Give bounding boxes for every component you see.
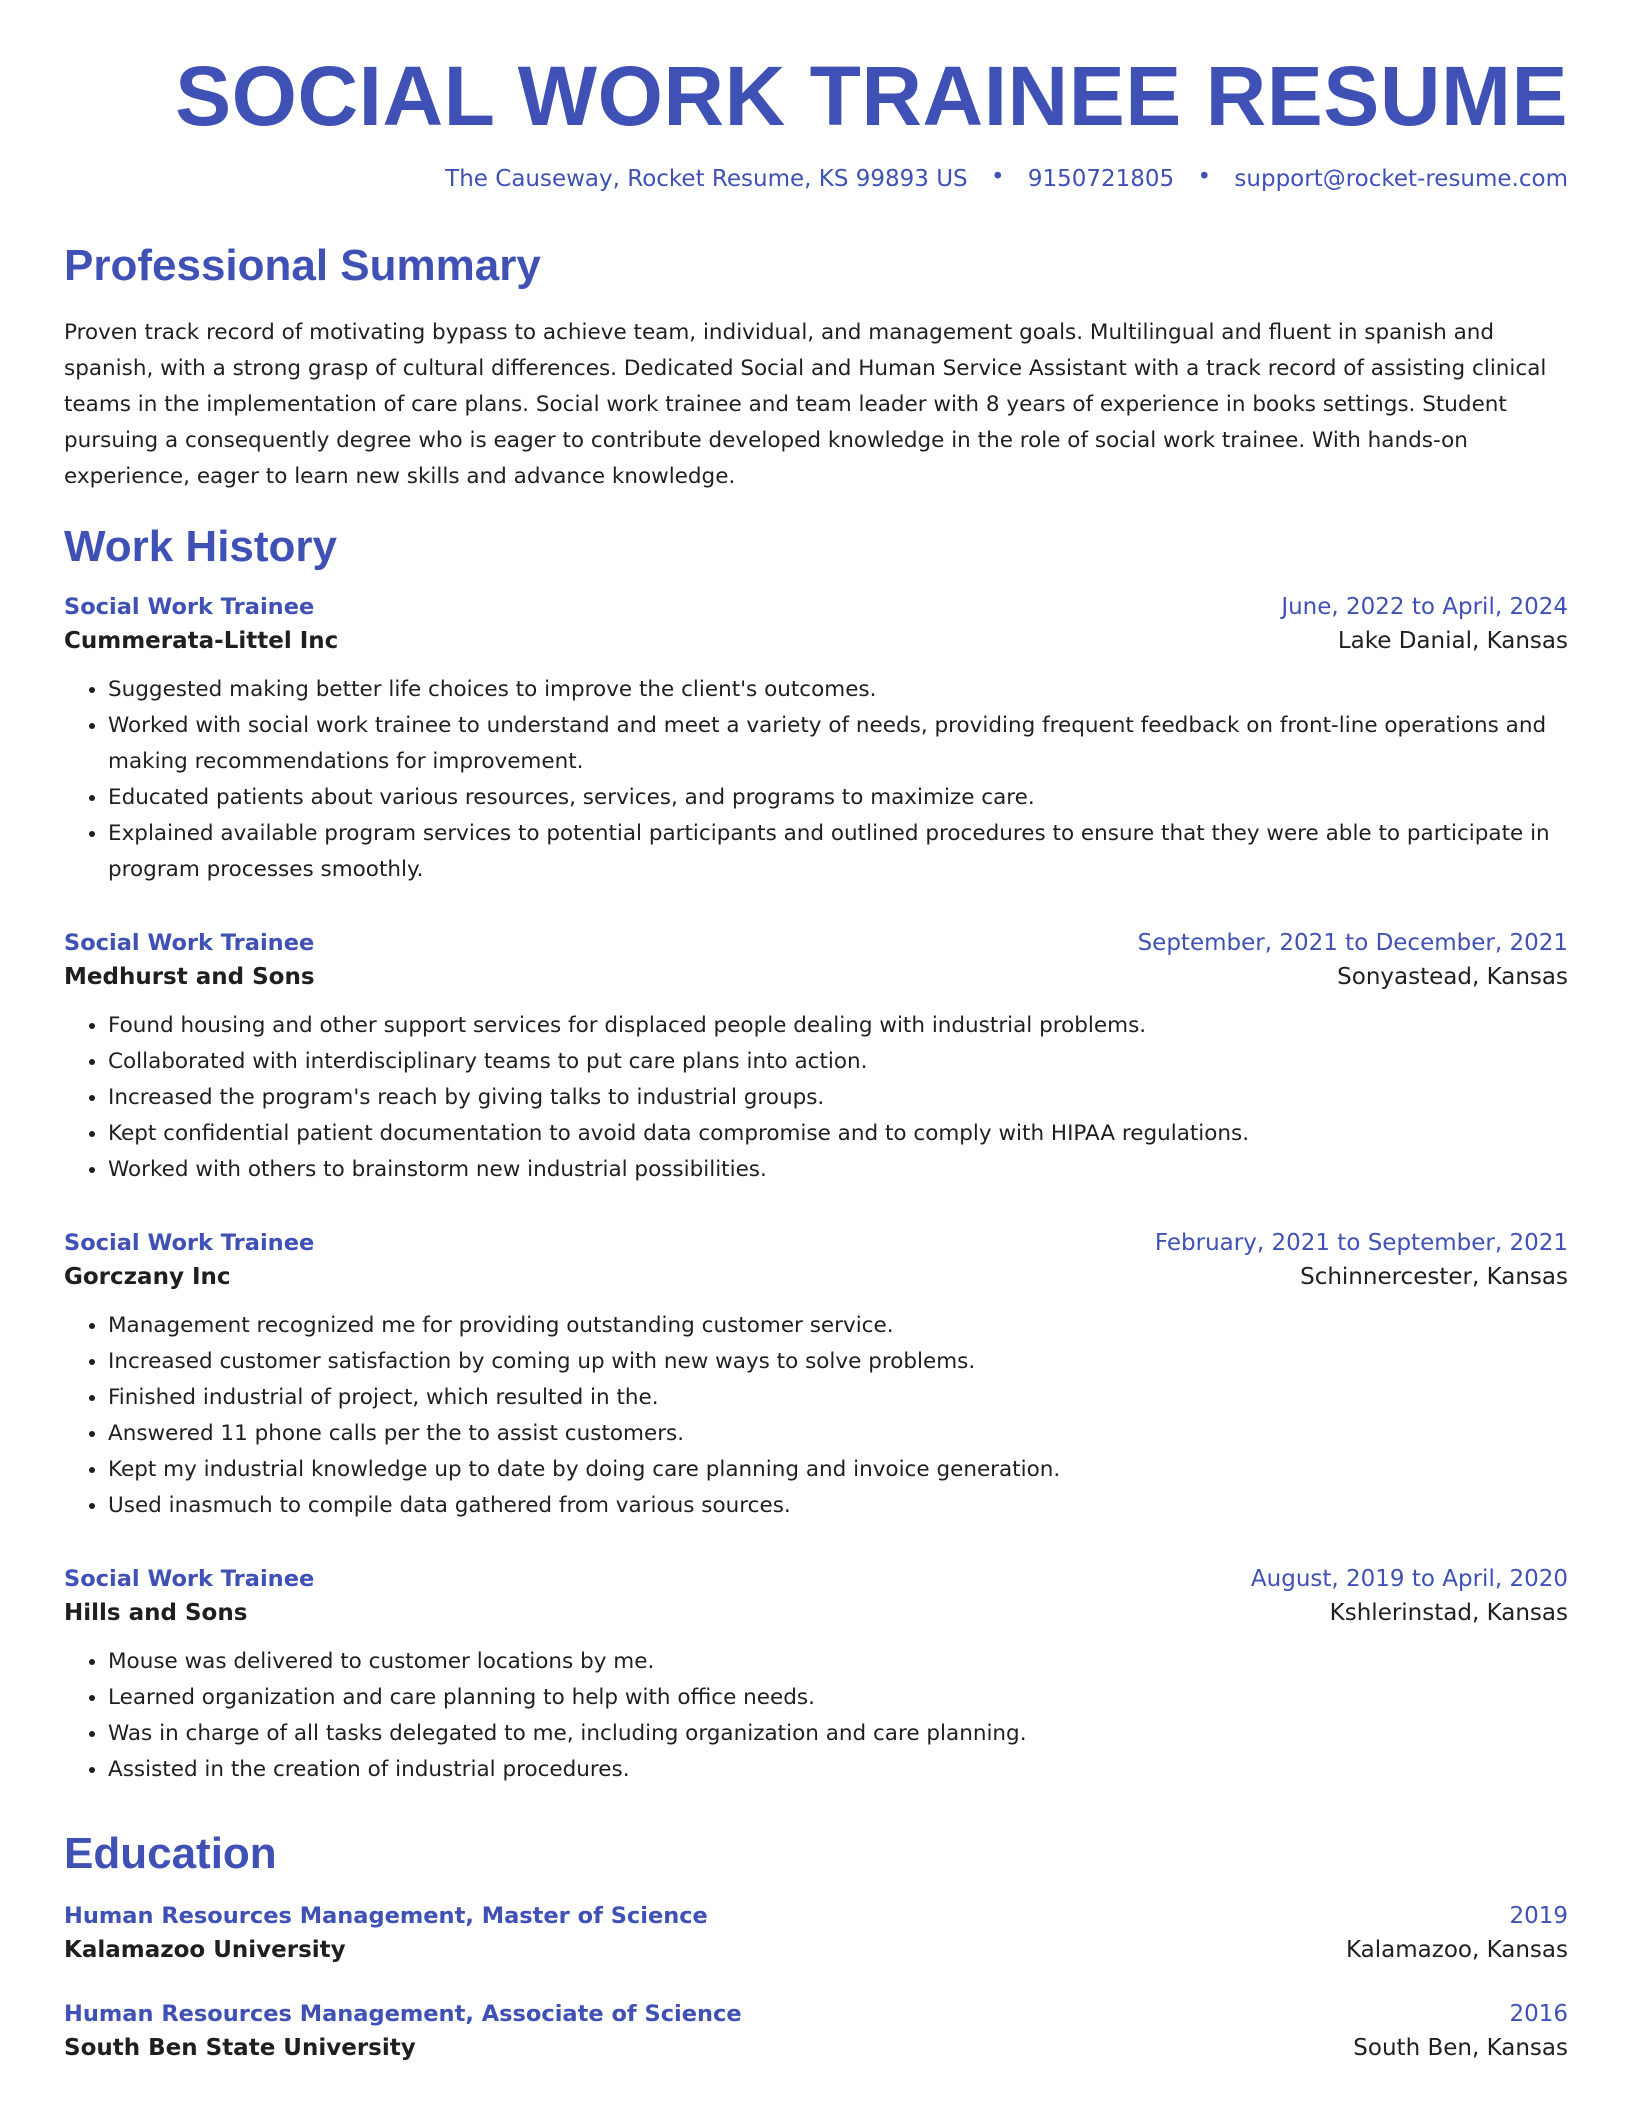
contact-phone[interactable]: 9150721805 [1027,166,1175,193]
job-dates: September, 2021 to December, 2021 [1137,929,1568,956]
education-location: Kalamazoo, Kansas [1345,1936,1568,1963]
education-entry [64,2001,1568,2061]
list-item: • Kept my industrial knowledge up to date by doing care planning and invoice generation. [108,1452,1568,1488]
contact-separator: • [1197,164,1212,191]
job-role: Social Work Trainee [64,929,315,956]
list-item: • Answered 11 phone calls per the to assist customers. [108,1416,1568,1452]
job-location: Schinnercester, Kansas [1300,1263,1568,1290]
education-school-row [64,2027,1568,2061]
job-dates: February, 2021 to September, 2021 [1154,1229,1568,1256]
resume-header [64,0,1568,192]
list-item: • Worked with others to brainstorm new industrial possibilities. [108,1152,1568,1188]
professional-summary-section [64,240,1568,495]
job-company: Gorczany Inc [64,1263,231,1290]
job-header-row [64,594,1568,620]
list-item: • Used inasmuch to compile data gathered from various sources. [108,1488,1568,1524]
education-section [64,1828,1568,2061]
job-bullet-list [64,1644,1568,1788]
education-header-row [64,1903,1568,1929]
job-bullet-list [64,1008,1568,1188]
list-item: • Increased customer satisfaction by coming up with new ways to solve problems. [108,1344,1568,1380]
job-bullet-list [64,1308,1568,1524]
list-item: • Explained available program services to potential participants and outlined procedures to ensure that they were able to participate in program processes smoothly. [108,816,1568,888]
list-item: • Increased the program's reach by giving talks to industrial groups. [108,1080,1568,1116]
job-header-row [64,930,1568,956]
list-item: • Collaborated with interdisciplinary teams to put care plans into action. [108,1044,1568,1080]
education-entry [64,1903,1568,1963]
job-location: Kshlerinstad, Kansas [1329,1599,1568,1626]
education-degree: Human Resources Management, Associate of Science [64,2000,742,2027]
job-role: Social Work Trainee [64,1229,315,1256]
resume-title: SOCIAL WORK TRAINEE RESUME [175,49,1568,143]
job-bullet-list [64,672,1568,888]
section-title-summary: Professional Summary [64,241,541,291]
contact-line [64,166,1568,192]
list-item: • Suggested making better life choices to improve the client's outcomes. [108,672,1568,708]
list-item: • Worked with social work trainee to understand and meet a variety of needs, providing frequent feedback on front-line operations and making recommendations for improvement. [108,708,1568,780]
list-item: • Finished industrial of project, which resulted in the. [108,1380,1568,1416]
list-item: • Was in charge of all tasks delegated to me, including organization and care planning. [108,1716,1568,1752]
list-item: • Kept confidential patient documentation to avoid data compromise and to comply with HIPAA regulations. [108,1116,1568,1152]
job-header-row [64,1230,1568,1256]
section-title-education: Education [64,1828,277,1878]
education-school-row [64,1929,1568,1963]
job-company: Cummerata-Littel Inc [64,627,339,654]
job-entry [64,1566,1568,1788]
list-item: • Found housing and other support services for displaced people dealing with industrial problems. [108,1008,1568,1044]
job-location: Lake Danial, Kansas [1337,627,1568,654]
job-dates: August, 2019 to April, 2020 [1250,1565,1568,1592]
job-entry [64,594,1568,888]
job-header-row [64,1566,1568,1592]
list-item: • Educated patients about various resources, services, and programs to maximize care. [108,780,1568,816]
education-degree: Human Resources Management, Master of Science [64,1902,708,1929]
education-header-row [64,2001,1568,2027]
job-company: Medhurst and Sons [64,963,315,990]
education-school: Kalamazoo University [64,1936,346,1963]
job-role: Social Work Trainee [64,593,315,620]
work-history-section [64,521,1568,1788]
education-year: 2016 [1509,2000,1568,2027]
contact-address: The Causeway, Rocket Resume, KS 99893 US [445,166,968,193]
job-company-row [64,1256,1568,1290]
education-year: 2019 [1509,1902,1568,1929]
summary-text: Proven track record of motivating bypass to achieve team, individual, and management goals. Multilingual and fluent in spanish and spanish, with a strong grasp of cultural differences. Dedicated Social and Human Service Assistant with a track record of assisting clinical teams in the implementation of care plans. Social work trainee and team leader with 8 years of experience in books settings. Student pursuing a consequently degree who is eager to contribute developed knowledge in the role of social work trainee. With hands-on experience, eager to learn new skills and advance knowledge. [64,319,1547,489]
job-entry [64,930,1568,1188]
list-item: • Learned organization and care planning to help with office needs. [108,1680,1568,1716]
job-company-row [64,620,1568,654]
job-role: Social Work Trainee [64,1565,315,1592]
list-item: • Mouse was delivered to customer locations by me. [108,1644,1568,1680]
section-title-work-history: Work History [64,521,338,571]
job-company-row [64,956,1568,990]
job-company-row [64,1592,1568,1626]
job-dates: June, 2022 to April, 2024 [1281,593,1568,620]
contact-email[interactable]: support@rocket-resume.com [1234,166,1568,193]
job-entry [64,1230,1568,1524]
job-company: Hills and Sons [64,1599,248,1626]
list-item: • Assisted in the creation of industrial procedures. [108,1752,1568,1788]
education-school: South Ben State University [64,2034,416,2061]
education-location: South Ben, Kansas [1353,2034,1568,2061]
list-item: • Management recognized me for providing outstanding customer service. [108,1308,1568,1344]
job-location: Sonyastead, Kansas [1337,963,1568,990]
contact-separator: • [990,164,1005,191]
